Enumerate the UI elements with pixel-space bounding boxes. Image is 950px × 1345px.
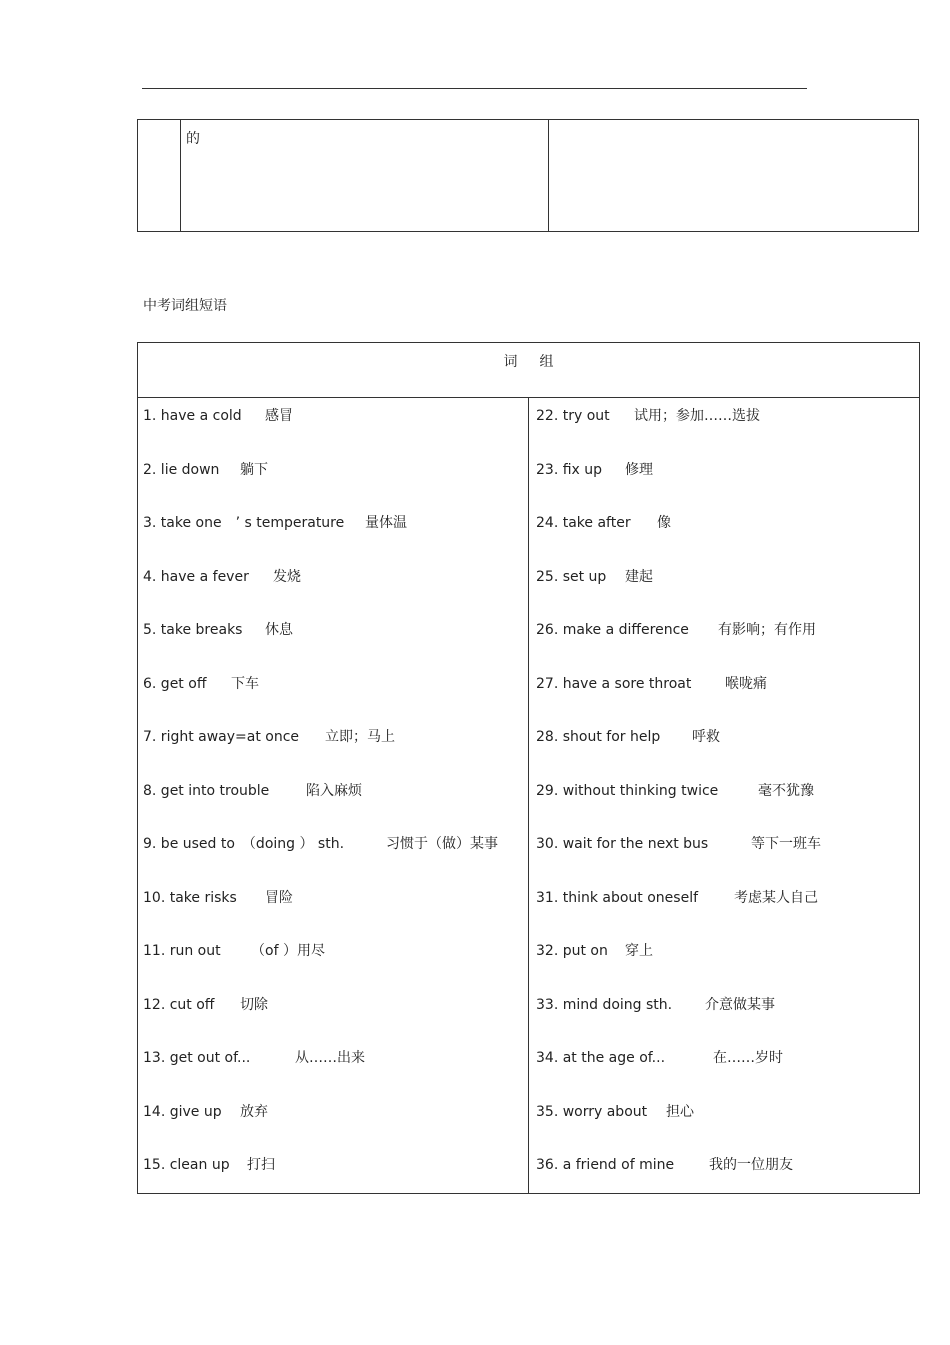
phrase-english: 34. at the age of...	[536, 1050, 666, 1066]
phrase-english: 30. wait for the next bus	[536, 836, 709, 852]
phrase-english: 6. get off	[143, 675, 207, 692]
phrase-chinese: 修理	[625, 461, 653, 478]
phrase-chinese: 在……岁时	[713, 1050, 783, 1066]
phrase-chinese: 休息	[265, 622, 293, 638]
phrase-chinese: 考虑某人自己	[734, 889, 818, 906]
phrase-english: 27. have a sore throat	[536, 675, 692, 692]
phrase-chinese: 等下一班车	[751, 836, 821, 852]
phrase-english: 29. without thinking twice	[536, 782, 719, 799]
phrase-chinese: 从……出来	[295, 1050, 365, 1066]
phrase-chinese: 试用；参加……选拔	[634, 408, 760, 424]
phrase-chinese: 穿上	[625, 943, 653, 959]
phrase-chinese: 毫不犹豫	[758, 782, 814, 799]
phrase-chinese: 躺下	[240, 461, 268, 478]
phrase-chinese: 担心	[666, 1103, 694, 1120]
phrase-chinese: 建起	[625, 568, 653, 585]
phrase-english: 35. worry about	[536, 1103, 648, 1120]
phrase-english: 31. think about oneself	[536, 889, 699, 906]
phrase-chinese: 喉咙痛	[725, 675, 767, 692]
continued-table	[137, 119, 919, 232]
phrase-chinese: 呼救	[692, 729, 720, 745]
phrase-chinese: 感冒	[265, 408, 293, 424]
phrase-english: 14. give up	[143, 1103, 222, 1120]
phrase-chinese: 放弃	[240, 1103, 268, 1120]
phrase-chinese: 我的一位朋友	[709, 1157, 793, 1173]
phrase-english: 8. get into trouble	[143, 782, 270, 799]
phrase-english: 7. right away=at once	[143, 729, 300, 745]
phrase-english: 1. have a cold	[143, 408, 242, 424]
phrase-english: 26. make a difference	[536, 622, 689, 638]
phrase-chinese: 陷入麻烦	[306, 782, 362, 799]
phrase-chinese: 冒险	[265, 889, 293, 906]
phrase-chinese: 立即；马上	[325, 729, 395, 745]
phrase-chinese: 发烧	[273, 568, 301, 585]
phrase-english: 33. mind doing sth.	[536, 996, 673, 1013]
cell-text: 的	[186, 131, 200, 147]
phrase-english: 28. shout for help	[536, 729, 661, 745]
phrase-english: 3. take one ’ s temperature	[143, 515, 345, 531]
phrase-english: 23. fix up	[536, 461, 603, 478]
phrase-english: 11. run out	[143, 943, 221, 959]
phrase-chinese: 有影响；有作用	[718, 622, 816, 638]
phrase-table	[137, 342, 920, 1194]
phrase-chinese: 介意做某事	[705, 996, 775, 1013]
phrase-english: 22. try out	[536, 408, 610, 424]
phrase-english: 25. set up	[536, 568, 607, 585]
table-header	[138, 343, 919, 398]
phrase-chinese: 量体温	[365, 515, 407, 531]
phrase-english: 36. a friend of mine	[536, 1157, 675, 1173]
phrase-english: 2. lie down	[143, 461, 220, 478]
phrase-chinese: 打扫	[247, 1157, 275, 1173]
table-header-label: 词组	[503, 354, 576, 370]
phrase-english: 12. cut off	[143, 996, 215, 1013]
phrase-chinese: 习惯于（做）某事	[386, 836, 498, 852]
phrase-english: 5. take breaks	[143, 622, 243, 638]
table-cell-content	[180, 120, 549, 231]
phrase-english: 9. be used to （doing ） sth.	[143, 836, 345, 852]
phrase-chinese: （of ）用尽	[251, 943, 325, 959]
phrase-english: 15. clean up	[143, 1157, 230, 1173]
column-divider	[528, 397, 529, 1193]
phrase-chinese: 下车	[231, 675, 259, 692]
section-title: 中考词组短语	[143, 298, 227, 314]
phrase-chinese: 切除	[240, 996, 268, 1013]
phrase-chinese: 像	[657, 515, 671, 531]
header-rule	[142, 88, 807, 89]
table-cell-index	[138, 120, 181, 231]
phrase-english: 32. put on	[536, 943, 608, 959]
phrase-english: 24. take after	[536, 515, 631, 531]
phrase-english: 4. have a fever	[143, 568, 249, 585]
phrase-english: 13. get out of...	[143, 1050, 251, 1066]
phrase-english: 10. take risks	[143, 889, 237, 906]
